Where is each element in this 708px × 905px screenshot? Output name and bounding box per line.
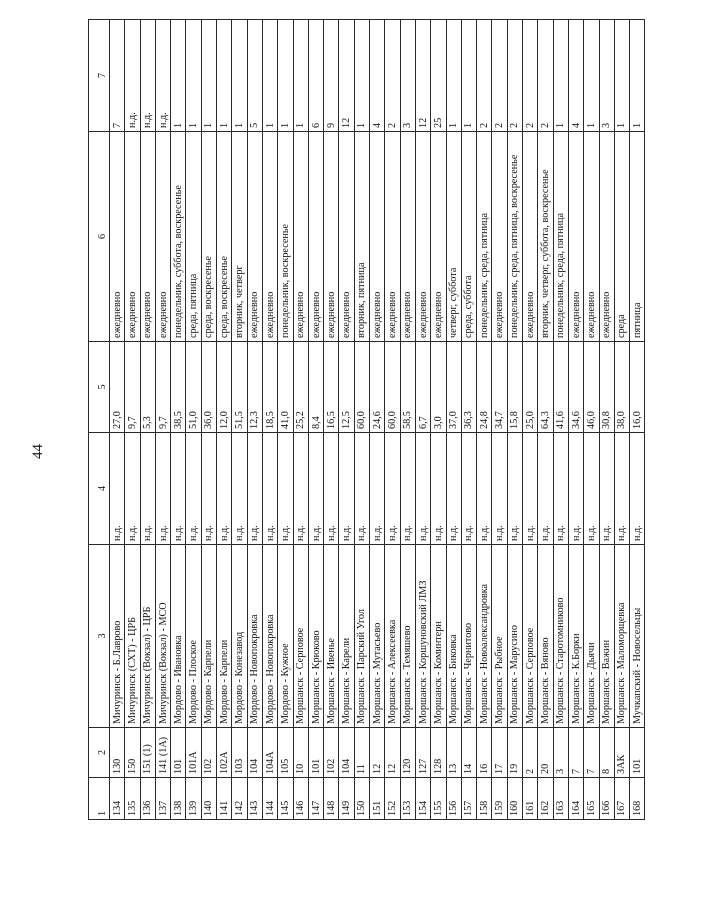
schedule-cell: ежедневно xyxy=(125,132,140,342)
carrier-cell: н.д. xyxy=(446,433,461,545)
route-name-cell: Мордово - Конезавод xyxy=(232,545,247,728)
route-number-cell: 11 xyxy=(354,728,369,778)
trips-cell: 1 xyxy=(232,20,247,132)
distance-cell: 9,7 xyxy=(155,342,170,433)
route-name-cell: Моршанск - К.Борки xyxy=(568,545,583,728)
carrier-cell: н.д. xyxy=(232,433,247,545)
carrier-cell: н.д. xyxy=(415,433,430,545)
route-name-cell: Моршанск - Дьячи xyxy=(584,545,599,728)
distance-cell: 30,8 xyxy=(599,342,614,433)
distance-cell: 64,3 xyxy=(538,342,553,433)
column-header: 3 xyxy=(89,545,110,728)
route-number-cell: 10 xyxy=(293,728,308,778)
route-number-cell: 3 xyxy=(553,728,568,778)
distance-cell: 60,0 xyxy=(354,342,369,433)
row-number-cell: 166 xyxy=(599,778,614,820)
distance-cell: 27,0 xyxy=(110,342,125,433)
distance-cell: 6,7 xyxy=(415,342,430,433)
route-name-cell: Моршанск - Рыбное xyxy=(492,545,507,728)
route-number-cell: 7 xyxy=(584,728,599,778)
route-name-cell: Мордово - Ивановка xyxy=(171,545,186,728)
carrier-cell: н.д. xyxy=(247,433,262,545)
table-row xyxy=(415,20,430,820)
route-name-cell: Моршанск - Серповое xyxy=(293,545,308,728)
row-number-cell: 137 xyxy=(155,778,170,820)
route-name-cell: Мордово - Новопокровка xyxy=(262,545,277,728)
schedule-cell: ежедневно xyxy=(262,132,277,342)
column-header: 1 xyxy=(89,778,110,820)
trips-cell: 2 xyxy=(538,20,553,132)
carrier-cell: н.д. xyxy=(217,433,232,545)
schedule-cell: ежедневно xyxy=(308,132,323,342)
route-number-cell: 120 xyxy=(400,728,415,778)
carrier-cell: н.д. xyxy=(599,433,614,545)
schedule-cell: ежедневно xyxy=(415,132,430,342)
distance-cell: 36,0 xyxy=(201,342,216,433)
table-row xyxy=(553,20,568,820)
table-row xyxy=(278,20,293,820)
row-number-cell: 167 xyxy=(614,778,629,820)
distance-cell: 12,5 xyxy=(339,342,354,433)
table-row xyxy=(630,20,645,820)
row-number-cell: 142 xyxy=(232,778,247,820)
table-row xyxy=(507,20,522,820)
column-header: 4 xyxy=(89,433,110,545)
schedule-cell: понедельник, воскресенье xyxy=(278,132,293,342)
row-number-cell: 136 xyxy=(140,778,155,820)
carrier-cell: н.д. xyxy=(155,433,170,545)
carrier-cell: н.д. xyxy=(630,433,645,545)
carrier-cell: н.д. xyxy=(171,433,186,545)
distance-cell: 41,6 xyxy=(553,342,568,433)
trips-cell: 7 xyxy=(110,20,125,132)
row-number-cell: 159 xyxy=(492,778,507,820)
schedule-cell: четверг, суббота xyxy=(446,132,461,342)
row-number-cell: 139 xyxy=(186,778,201,820)
route-name-cell: Моршанск - Вяново xyxy=(538,545,553,728)
trips-cell: 1 xyxy=(446,20,461,132)
route-name-cell: Моршанск - Карели xyxy=(339,545,354,728)
schedule-cell: понедельник, среда, пятница xyxy=(477,132,492,342)
route-name-cell: Моршанск - Темяшево xyxy=(400,545,415,728)
row-number-cell: 162 xyxy=(538,778,553,820)
row-number-cell: 151 xyxy=(370,778,385,820)
row-number-cell: 156 xyxy=(446,778,461,820)
trips-cell: 1 xyxy=(614,20,629,132)
table-row xyxy=(125,20,140,820)
row-number-cell: 141 xyxy=(217,778,232,820)
schedule-cell: ежедневно xyxy=(400,132,415,342)
schedule-cell: среда, воскресенье xyxy=(217,132,232,342)
schedule-cell: вторник, пятница xyxy=(354,132,369,342)
distance-cell: 12,3 xyxy=(247,342,262,433)
route-name-cell: Моршанск - Крюково xyxy=(308,545,323,728)
trips-cell: н.д. xyxy=(125,20,140,132)
carrier-cell: н.д. xyxy=(461,433,476,545)
route-name-cell: Мордово - Новопокровка xyxy=(247,545,262,728)
row-number-cell: 146 xyxy=(293,778,308,820)
route-number-cell: 12 xyxy=(370,728,385,778)
carrier-cell: н.д. xyxy=(507,433,522,545)
route-name-cell: Мордово - Карпели xyxy=(217,545,232,728)
schedule-cell: ежедневно xyxy=(431,132,446,342)
route-number-cell: 7 xyxy=(568,728,583,778)
row-number-cell: 158 xyxy=(477,778,492,820)
carrier-cell: н.д. xyxy=(477,433,492,545)
column-header: 2 xyxy=(89,728,110,778)
row-number-cell: 168 xyxy=(630,778,645,820)
schedule-cell: ежедневно xyxy=(140,132,155,342)
table-row xyxy=(308,20,323,820)
table-row xyxy=(354,20,369,820)
table-row xyxy=(385,20,400,820)
schedule-cell: среда, пятница xyxy=(186,132,201,342)
table-row xyxy=(262,20,277,820)
trips-cell: 1 xyxy=(201,20,216,132)
trips-cell: 1 xyxy=(293,20,308,132)
trips-cell: 3 xyxy=(599,20,614,132)
route-name-cell: Моршанск - Марусино xyxy=(507,545,522,728)
schedule-cell: ежедневно xyxy=(339,132,354,342)
schedule-cell: ежедневно xyxy=(110,132,125,342)
row-number-cell: 148 xyxy=(324,778,339,820)
table-row xyxy=(584,20,599,820)
carrier-cell: н.д. xyxy=(110,433,125,545)
route-name-cell: Моршанск - Ивенье xyxy=(324,545,339,728)
carrier-cell: н.д. xyxy=(523,433,538,545)
route-name-cell: Мордово - Кужное xyxy=(278,545,293,728)
distance-cell: 12,0 xyxy=(217,342,232,433)
row-number-cell: 140 xyxy=(201,778,216,820)
distance-cell: 18,5 xyxy=(262,342,277,433)
route-name-cell: Моршанск - Серповое xyxy=(523,545,538,728)
distance-cell: 38,5 xyxy=(171,342,186,433)
route-name-cell: Моршанск - Коминтерн xyxy=(431,545,446,728)
trips-cell: 3 xyxy=(400,20,415,132)
trips-cell: 1 xyxy=(262,20,277,132)
trips-cell: 1 xyxy=(461,20,476,132)
schedule-cell: понедельник, среда, пятница xyxy=(553,132,568,342)
distance-cell: 46,0 xyxy=(584,342,599,433)
row-number-cell: 145 xyxy=(278,778,293,820)
distance-cell: 25,2 xyxy=(293,342,308,433)
table-row xyxy=(110,20,125,820)
trips-cell: 1 xyxy=(186,20,201,132)
schedule-cell: ежедневно xyxy=(584,132,599,342)
carrier-cell: н.д. xyxy=(354,433,369,545)
route-number-cell: 16 xyxy=(477,728,492,778)
table-row xyxy=(477,20,492,820)
trips-cell: 1 xyxy=(584,20,599,132)
schedule-cell: ежедневно xyxy=(324,132,339,342)
route-number-cell: 127 xyxy=(415,728,430,778)
trips-cell: н.д. xyxy=(155,20,170,132)
carrier-cell: н.д. xyxy=(324,433,339,545)
route-number-cell: 104 xyxy=(339,728,354,778)
table-row xyxy=(461,20,476,820)
row-number-cell: 163 xyxy=(553,778,568,820)
carrier-cell: н.д. xyxy=(614,433,629,545)
table-row xyxy=(247,20,262,820)
table-row xyxy=(370,20,385,820)
route-name-cell: Моршанск - Биковка xyxy=(446,545,461,728)
route-number-cell: 102 xyxy=(201,728,216,778)
column-header: 5 xyxy=(89,342,110,433)
route-number-cell: 17 xyxy=(492,728,507,778)
carrier-cell: н.д. xyxy=(385,433,400,545)
carrier-cell: н.д. xyxy=(308,433,323,545)
schedule-cell: среда, воскресенье xyxy=(201,132,216,342)
route-number-cell: 141 (1А) xyxy=(155,728,170,778)
trips-cell: 1 xyxy=(217,20,232,132)
route-name-cell: Моршанск - Новоалександровка xyxy=(477,545,492,728)
route-number-cell: 104 xyxy=(247,728,262,778)
distance-cell: 34,7 xyxy=(492,342,507,433)
row-number-cell: 154 xyxy=(415,778,430,820)
schedule-cell: ежедневно xyxy=(370,132,385,342)
row-number-cell: 149 xyxy=(339,778,354,820)
table-row xyxy=(492,20,507,820)
route-number-cell: 14 xyxy=(461,728,476,778)
row-number-cell: 134 xyxy=(110,778,125,820)
row-number-cell: 147 xyxy=(308,778,323,820)
route-name-cell: Моршанск - Алексеевка xyxy=(385,545,400,728)
distance-cell: 8,4 xyxy=(308,342,323,433)
row-number-cell: 144 xyxy=(262,778,277,820)
route-number-cell: 101 xyxy=(171,728,186,778)
route-number-cell: 13 xyxy=(446,728,461,778)
row-number-cell: 161 xyxy=(523,778,538,820)
row-number-cell: 152 xyxy=(385,778,400,820)
distance-cell: 51,5 xyxy=(232,342,247,433)
trips-cell: 2 xyxy=(477,20,492,132)
carrier-cell: н.д. xyxy=(125,433,140,545)
table-row xyxy=(538,20,553,820)
table-row xyxy=(201,20,216,820)
row-number-cell: 157 xyxy=(461,778,476,820)
carrier-cell: н.д. xyxy=(568,433,583,545)
trips-cell: 25 xyxy=(431,20,446,132)
table-row xyxy=(217,20,232,820)
row-number-cell: 160 xyxy=(507,778,522,820)
schedule-cell: ежедневно xyxy=(293,132,308,342)
carrier-cell: н.д. xyxy=(492,433,507,545)
row-number-cell: 150 xyxy=(354,778,369,820)
route-number-cell: 151 (1) xyxy=(140,728,155,778)
table-row xyxy=(523,20,538,820)
distance-cell: 58,5 xyxy=(400,342,415,433)
table-row xyxy=(140,20,155,820)
carrier-cell: н.д. xyxy=(584,433,599,545)
distance-cell: 41,0 xyxy=(278,342,293,433)
table-row xyxy=(431,20,446,820)
route-number-cell: 104А xyxy=(262,728,277,778)
table-row xyxy=(293,20,308,820)
distance-cell: 24,6 xyxy=(370,342,385,433)
schedule-cell: ежедневно xyxy=(247,132,262,342)
distance-cell: 9,7 xyxy=(125,342,140,433)
carrier-cell: н.д. xyxy=(262,433,277,545)
route-name-cell: Мордово - Карпели xyxy=(201,545,216,728)
route-number-cell: 2 xyxy=(523,728,538,778)
distance-cell: 36,3 xyxy=(461,342,476,433)
route-number-cell: 102А xyxy=(217,728,232,778)
route-number-cell: 128 xyxy=(431,728,446,778)
table-header-row xyxy=(89,20,110,820)
trips-cell: 12 xyxy=(339,20,354,132)
carrier-cell: н.д. xyxy=(538,433,553,545)
schedule-cell: пятница xyxy=(630,132,645,342)
route-name-cell: Мичуринск (Вокзал) - МСО xyxy=(155,545,170,728)
trips-cell: 2 xyxy=(385,20,400,132)
table-row xyxy=(171,20,186,820)
trips-cell: 12 xyxy=(415,20,430,132)
schedule-cell: ежедневно xyxy=(568,132,583,342)
route-number-cell: 105 xyxy=(278,728,293,778)
table-row xyxy=(339,20,354,820)
route-name-cell: Мичуринск (СХТ) - ЦРБ xyxy=(125,545,140,728)
trips-cell: 5 xyxy=(247,20,262,132)
route-name-cell: Мучкапский - Новосельцы xyxy=(630,545,645,728)
route-number-cell: ЗАК xyxy=(614,728,629,778)
trips-cell: 1 xyxy=(553,20,568,132)
route-name-cell: Мордово - Плоское xyxy=(186,545,201,728)
route-name-cell: Моршанск - Важин xyxy=(599,545,614,728)
table-row xyxy=(614,20,629,820)
carrier-cell: н.д. xyxy=(293,433,308,545)
trips-cell: 2 xyxy=(523,20,538,132)
distance-cell: 37,0 xyxy=(446,342,461,433)
schedule-cell: ежедневно xyxy=(385,132,400,342)
distance-cell: 5,3 xyxy=(140,342,155,433)
carrier-cell: н.д. xyxy=(553,433,568,545)
trips-cell: н.д. xyxy=(140,20,155,132)
route-number-cell: 102 xyxy=(324,728,339,778)
trips-cell: 1 xyxy=(278,20,293,132)
route-name-cell: Мичуринск (Вокзал) - ЦРБ xyxy=(140,545,155,728)
trips-cell: 2 xyxy=(507,20,522,132)
route-name-cell: Мичуринск - Б.Лаврово xyxy=(110,545,125,728)
column-header: 7 xyxy=(89,20,110,132)
distance-cell: 15,8 xyxy=(507,342,522,433)
row-number-cell: 143 xyxy=(247,778,262,820)
distance-cell: 25,0 xyxy=(523,342,538,433)
column-header: 6 xyxy=(89,132,110,342)
trips-cell: 4 xyxy=(370,20,385,132)
carrier-cell: н.д. xyxy=(400,433,415,545)
distance-cell: 16,0 xyxy=(630,342,645,433)
trips-cell: 9 xyxy=(324,20,339,132)
schedule-cell: понедельник, суббота, воскресенье xyxy=(171,132,186,342)
carrier-cell: н.д. xyxy=(278,433,293,545)
route-number-cell: 150 xyxy=(125,728,140,778)
distance-cell: 3,0 xyxy=(431,342,446,433)
table-row xyxy=(568,20,583,820)
row-number-cell: 153 xyxy=(400,778,415,820)
route-number-cell: 20 xyxy=(538,728,553,778)
trips-cell: 1 xyxy=(354,20,369,132)
schedule-cell: среда xyxy=(614,132,629,342)
schedule-cell: ежедневно xyxy=(599,132,614,342)
carrier-cell: н.д. xyxy=(431,433,446,545)
schedule-cell: понедельник, среда, пятница, воскресенье xyxy=(507,132,522,342)
route-name-cell: Моршанск - Коршуновский ЛМЗ xyxy=(415,545,430,728)
row-number-cell: 155 xyxy=(431,778,446,820)
route-number-cell: 101 xyxy=(630,728,645,778)
route-number-cell: 101 xyxy=(308,728,323,778)
distance-cell: 60,0 xyxy=(385,342,400,433)
schedule-cell: ежедневно xyxy=(155,132,170,342)
table-row xyxy=(155,20,170,820)
page-number: 44 xyxy=(30,444,46,459)
route-number-cell: 103 xyxy=(232,728,247,778)
routes-table xyxy=(88,19,645,820)
schedule-cell: среда, суббота xyxy=(461,132,476,342)
distance-cell: 34,6 xyxy=(568,342,583,433)
trips-cell: 6 xyxy=(308,20,323,132)
row-number-cell: 165 xyxy=(584,778,599,820)
row-number-cell: 164 xyxy=(568,778,583,820)
route-name-cell: Моршанск - Мутасьево xyxy=(370,545,385,728)
route-number-cell: 8 xyxy=(599,728,614,778)
table-row xyxy=(324,20,339,820)
trips-cell: 1 xyxy=(171,20,186,132)
table-row xyxy=(446,20,461,820)
table-row xyxy=(186,20,201,820)
row-number-cell: 135 xyxy=(125,778,140,820)
route-number-cell: 101А xyxy=(186,728,201,778)
rotated-table-container xyxy=(88,20,708,820)
carrier-cell: н.д. xyxy=(186,433,201,545)
schedule-cell: ежедневно xyxy=(523,132,538,342)
carrier-cell: н.д. xyxy=(339,433,354,545)
schedule-cell: ежедневно xyxy=(492,132,507,342)
distance-cell: 24,8 xyxy=(477,342,492,433)
route-name-cell: Моршанск - Чернитово xyxy=(461,545,476,728)
carrier-cell: н.д. xyxy=(201,433,216,545)
row-number-cell: 138 xyxy=(171,778,186,820)
carrier-cell: н.д. xyxy=(370,433,385,545)
trips-cell: 4 xyxy=(568,20,583,132)
carrier-cell: н.д. xyxy=(140,433,155,545)
route-name-cell: Моршанск - Маломорщевка xyxy=(614,545,629,728)
route-name-cell: Моршанск - Парский Угол xyxy=(354,545,369,728)
distance-cell: 16,5 xyxy=(324,342,339,433)
trips-cell: 2 xyxy=(492,20,507,132)
trips-cell: 1 xyxy=(630,20,645,132)
route-number-cell: 130 xyxy=(110,728,125,778)
table-row xyxy=(400,20,415,820)
schedule-cell: вторник, четверг xyxy=(232,132,247,342)
route-number-cell: 19 xyxy=(507,728,522,778)
schedule-cell: вторник, четверг, суббота, воскресенье xyxy=(538,132,553,342)
route-name-cell: Моршанск - Старотомниково xyxy=(553,545,568,728)
table-row xyxy=(599,20,614,820)
distance-cell: 38,0 xyxy=(614,342,629,433)
distance-cell: 51,0 xyxy=(186,342,201,433)
table-row xyxy=(232,20,247,820)
route-number-cell: 12 xyxy=(385,728,400,778)
